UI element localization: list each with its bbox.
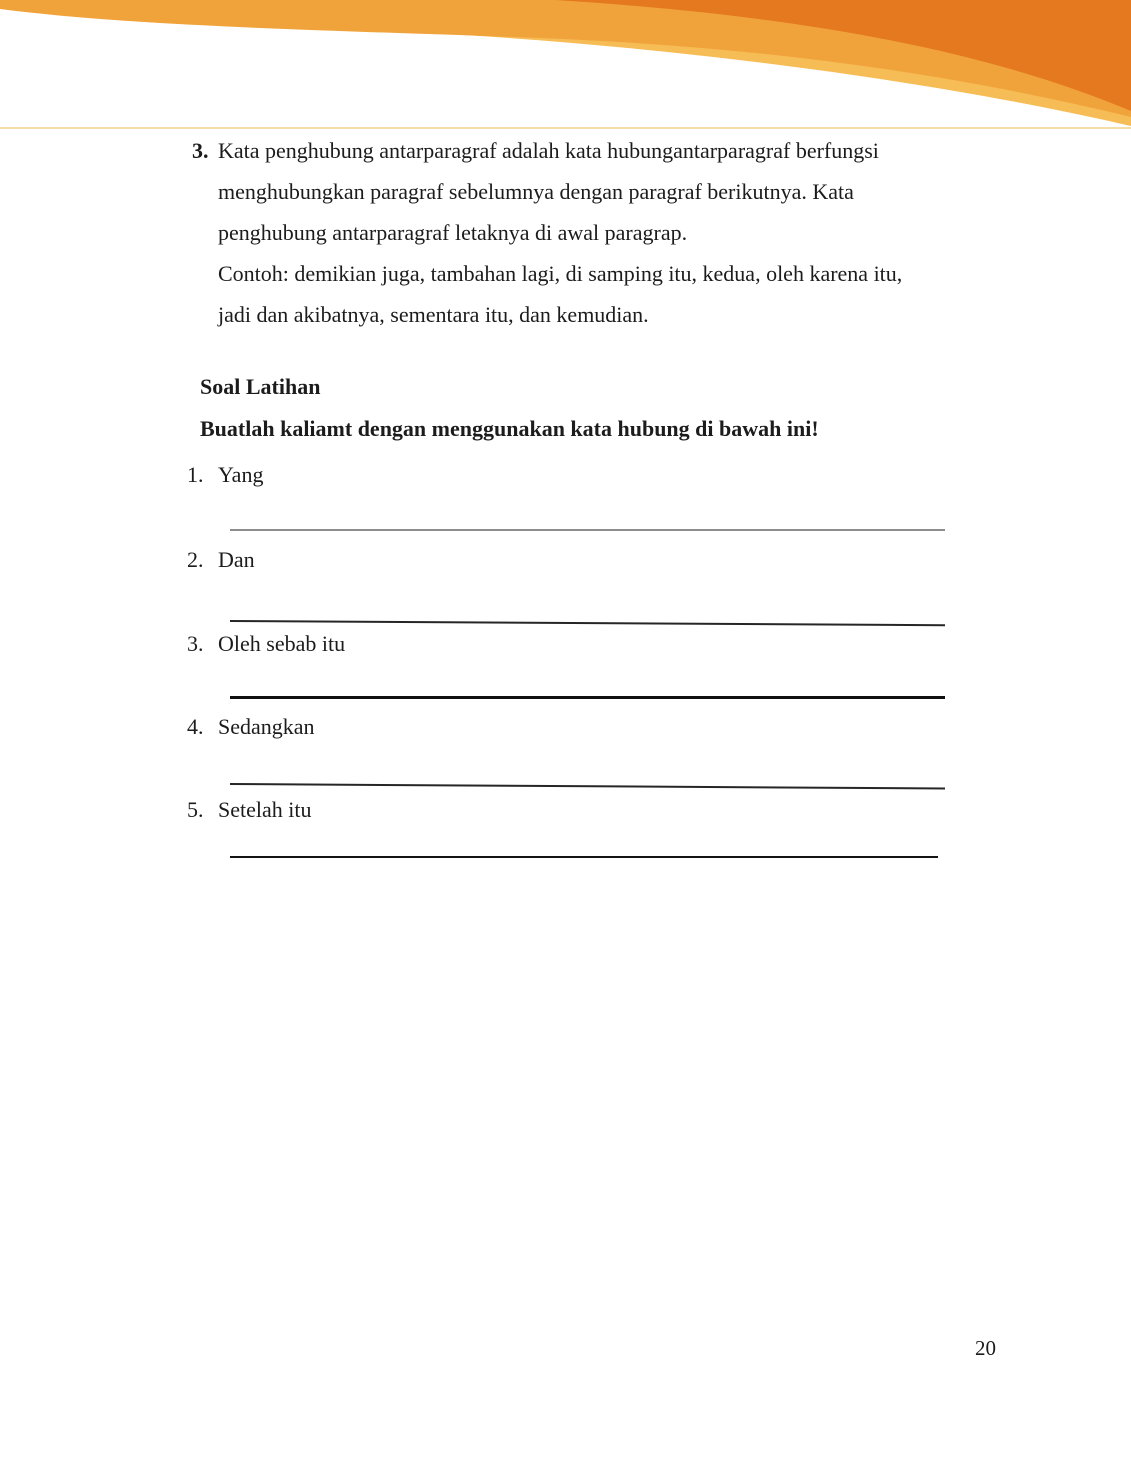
exercise-item-1	[187, 461, 263, 489]
paragraph-item-3-text	[218, 130, 1002, 335]
exercise-item-5-word: Setelah itu	[218, 797, 312, 822]
exercise-item-5	[187, 796, 311, 824]
exercise-instruction: Buatlah kaliamt dengan menggunakan kata hubung di bawah ini!	[200, 416, 819, 441]
exercise-item-1-number: 1.	[187, 462, 204, 487]
exercise-item-5-number: 5.	[187, 797, 204, 822]
exercise-item-3-number: 3.	[187, 631, 204, 656]
exercise-item-3	[187, 630, 345, 658]
paragraph-line: jadi dan akibatnya, sementara itu, dan kemudian.	[218, 302, 649, 327]
exercise-item-1-word: Yang	[218, 462, 264, 487]
paragraph-item-3-marker: 3.	[192, 138, 209, 163]
exercise-item-2-word: Dan	[218, 547, 255, 572]
header-wave-decoration	[0, 0, 1131, 130]
exercise-item-2-number: 2.	[187, 547, 204, 572]
answer-blank-line-4	[230, 783, 945, 789]
exercise-heading: Soal Latihan	[200, 374, 321, 399]
paragraph-line: Kata penghubung antarparagraf adalah kata hubungantarparagraf berfungsi	[218, 138, 879, 163]
answer-blank-line-2	[230, 620, 945, 626]
page-number: 20	[975, 1336, 996, 1360]
exercise-item-2	[187, 546, 255, 574]
exercise-item-4-number: 4.	[187, 714, 204, 739]
answer-blank-line-1	[230, 529, 945, 531]
exercise-item-4-word: Sedangkan	[218, 714, 315, 739]
answer-blank-line-5	[230, 856, 938, 858]
exercise-item-3-word: Oleh sebab itu	[218, 631, 346, 656]
header-divider-line	[0, 127, 1131, 129]
paragraph-line: penghubung antarparagraf letaknya di awal paragrap.	[218, 220, 688, 245]
paragraph-item-3	[192, 130, 1002, 335]
paragraph-line: menghubungkan paragraf sebelumnya dengan paragraf berikutnya. Kata	[218, 179, 854, 204]
answer-blank-line-3	[230, 696, 945, 699]
exercise-item-4	[187, 713, 315, 741]
paragraph-line: Contoh: demikian juga, tambahan lagi, di samping itu, kedua, oleh karena itu,	[218, 261, 903, 286]
